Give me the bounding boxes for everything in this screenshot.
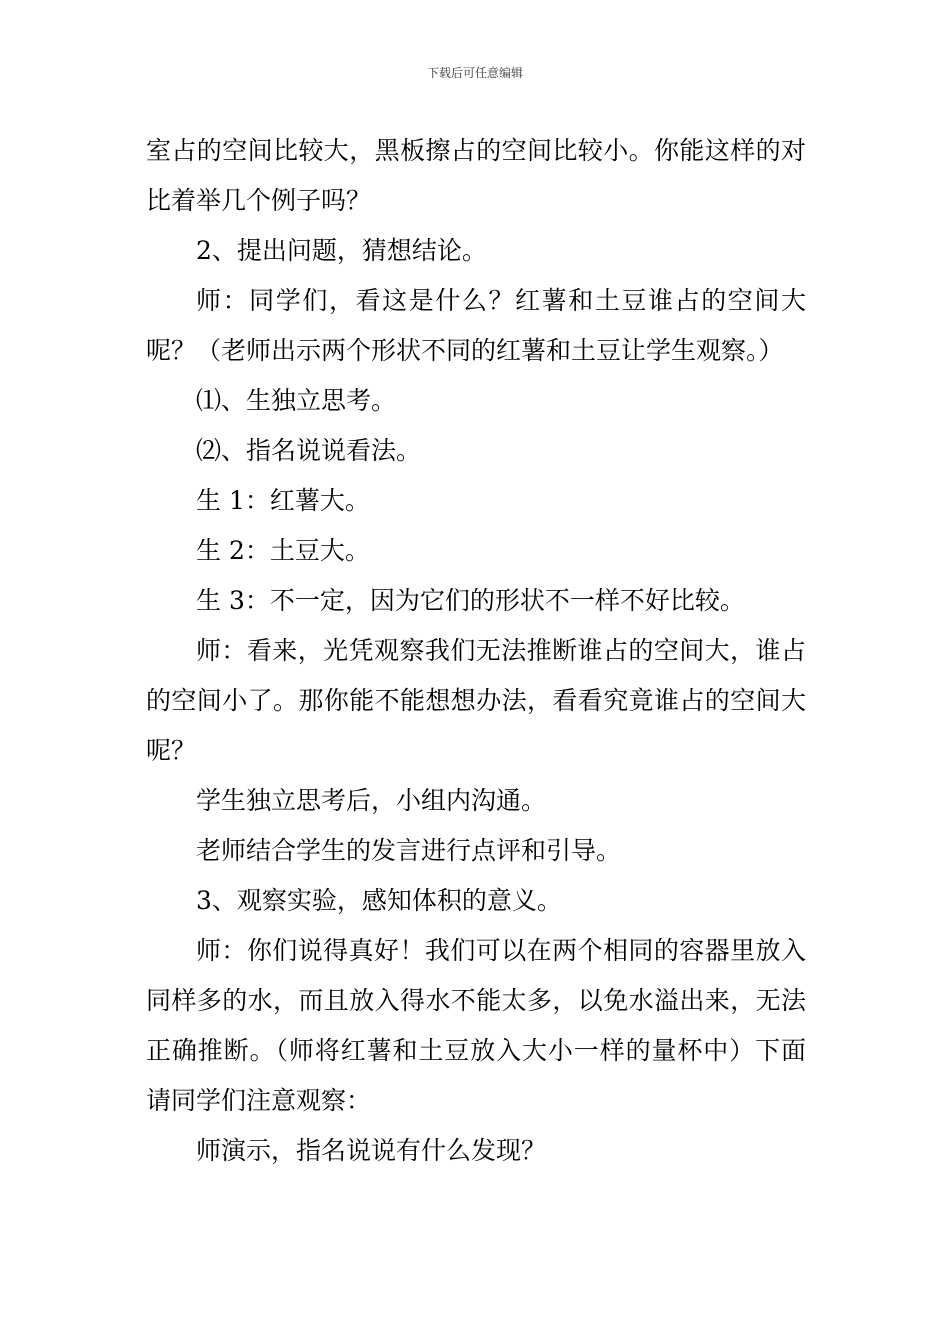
document-body <box>146 126 806 1176</box>
paragraph: ⑴、生独立思考。 <box>196 386 397 415</box>
paragraph: 师：同学们，看这是什么？红薯和土豆谁占的空间大呢？（老师出示两个形状不同的红薯和土豆让学生观察。） <box>146 286 806 365</box>
paragraph: 师：你们说得真好！我们可以在两个相同的容器里放入同样多的水，而且放入得水不能太多，以免水溢出来，无法正确推断。（师将红薯和土豆放入大小一样的量杯中）下面请同学们注意观察： <box>146 936 806 1115</box>
paragraph: 室占的空间比较大，黑板擦占的空间比较小。你能这样的对比着举几个例子吗？ <box>146 136 806 215</box>
paragraph: 学生独立思考后，小组内沟通。 <box>196 786 547 815</box>
paragraph: 2、提出问题，猜想结论。 <box>196 236 487 265</box>
paragraph: ⑵、指名说说看法。 <box>196 436 422 465</box>
paragraph: 师：看来，光凭观察我们无法推断谁占的空间大，谁占的空间小了。那你能不能想想办法，看看究竟谁占的空间大呢？ <box>146 636 806 765</box>
page-header-note: 下载后可任意编辑 <box>426 66 523 80</box>
paragraph: 师演示，指名说说有什么发现？ <box>196 1136 547 1165</box>
paragraph: 生 1：红薯大。 <box>196 486 370 515</box>
paragraph: 老师结合学生的发言进行点评和引导。 <box>196 836 622 865</box>
paragraph: 生 2：土豆大。 <box>196 536 370 565</box>
paragraph: 3、观察实验，感知体积的意义。 <box>196 886 562 915</box>
paragraph: 生 3：不一定，因为它们的形状不一样不好比较。 <box>196 586 745 615</box>
